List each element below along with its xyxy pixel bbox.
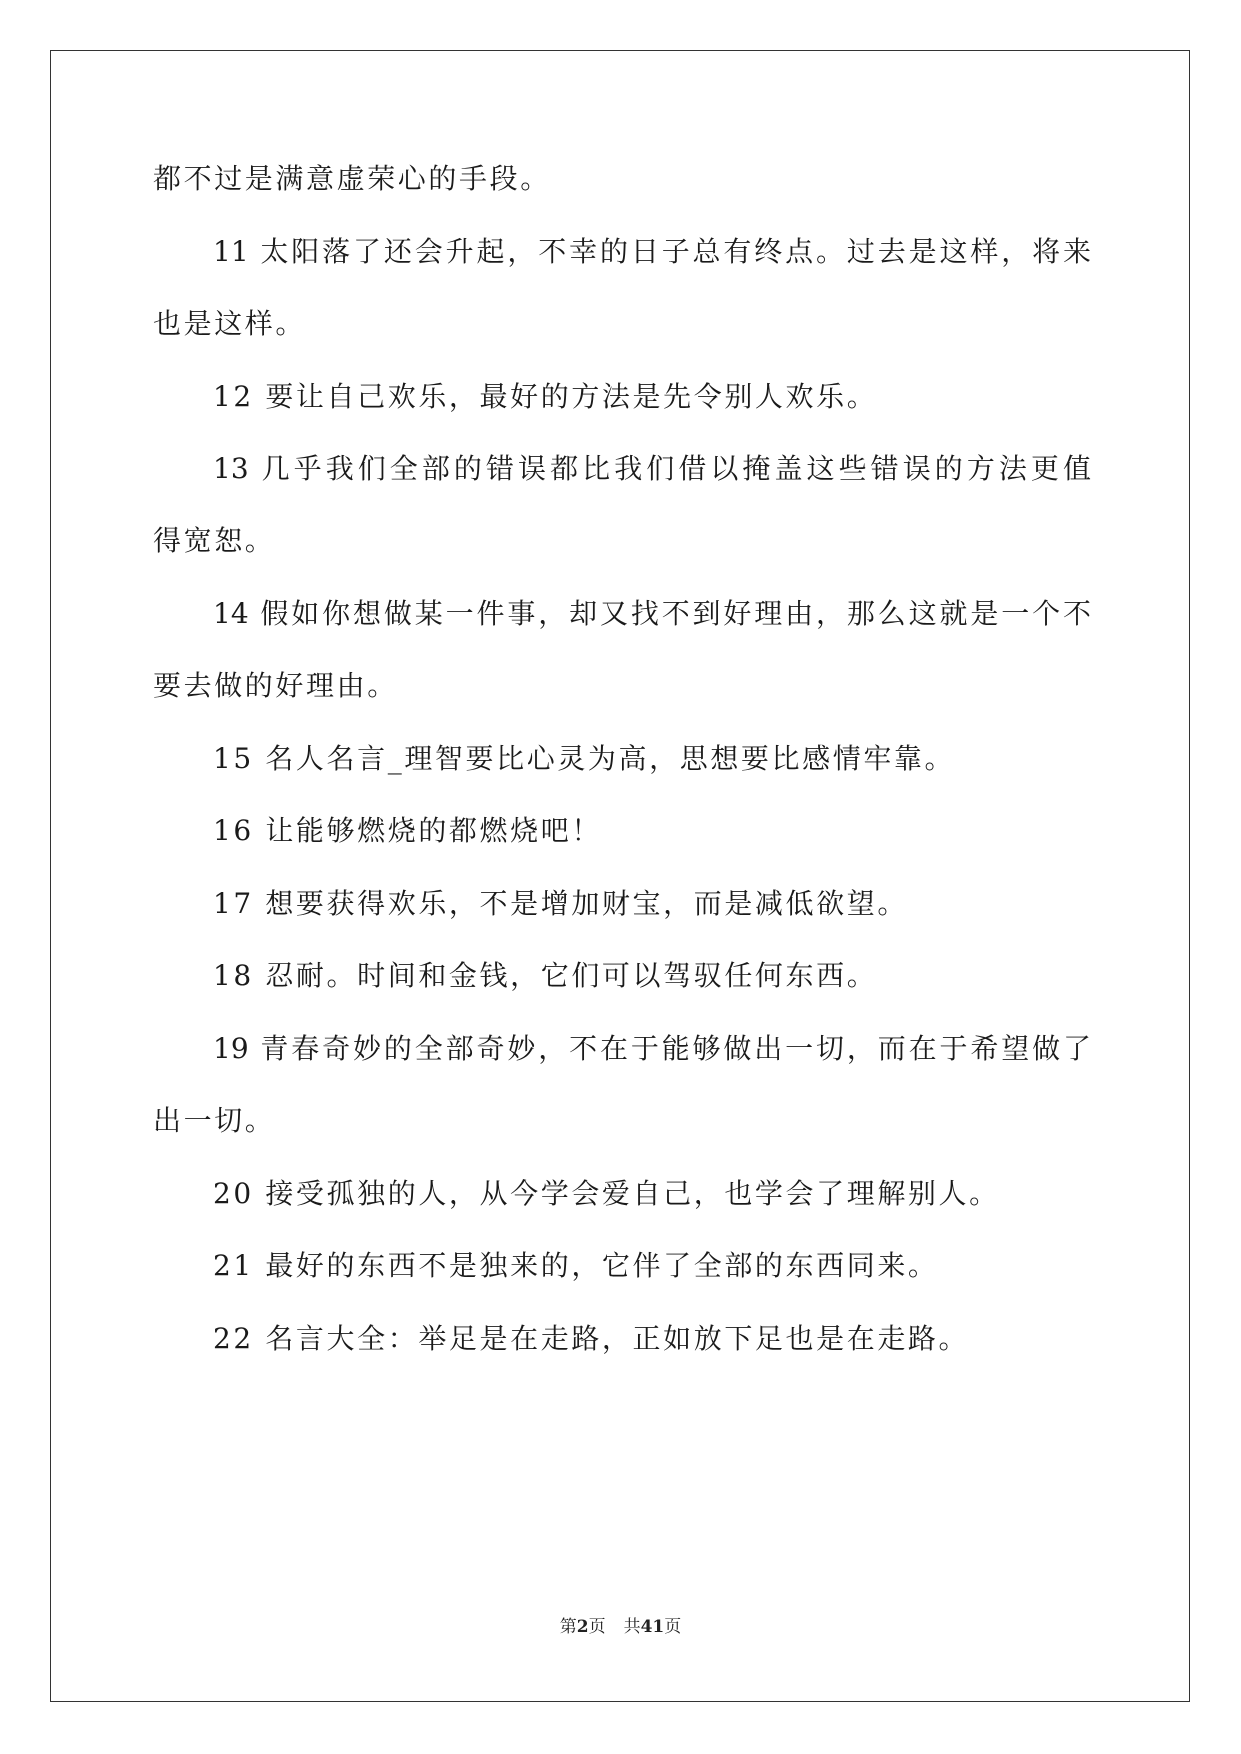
text-line: 出一切。 — [153, 1104, 276, 1137]
page-number: 2 — [576, 1617, 589, 1637]
footer-page-suffix: 页 — [588, 1617, 606, 1637]
text-line: 16 让能够燃烧的都燃烧吧！ — [213, 814, 602, 847]
text-line: 13 几乎我们全部的错误都比我们借以掩盖这些错误的方法更值 — [213, 452, 1091, 485]
text-line: 22 名言大全：举足是在走路，正如放下足也是在走路。 — [213, 1322, 970, 1355]
footer-total-suffix: 页 — [664, 1617, 682, 1637]
text-line: 21 最好的东西不是独来的，它伴了全部的东西同来。 — [213, 1249, 939, 1282]
text-line: 15 名人名言_理智要比心灵为高，思想要比感情牢靠。 — [213, 742, 956, 775]
total-pages: 41 — [640, 1617, 665, 1637]
text-line: 都不过是满意虚荣心的手段。 — [153, 162, 551, 195]
footer-total-prefix: 共 — [623, 1617, 641, 1637]
text-line: 12 要让自己欢乐，最好的方法是先令别人欢乐。 — [213, 380, 878, 413]
page-footer — [0, 1616, 1241, 1638]
text-line: 18 忍耐。时间和金钱，它们可以驾驭任何东西。 — [213, 959, 878, 992]
text-line: 也是这样。 — [153, 307, 307, 340]
text-line: 要去做的好理由。 — [153, 669, 398, 702]
page-border — [50, 50, 1190, 1702]
text-line: 14 假如你想做某一件事，却又找不到好理由，那么这就是一个不 — [213, 597, 1091, 630]
text-line: 19 青春奇妙的全部奇妙，不在于能够做出一切，而在于希望做了 — [213, 1032, 1091, 1065]
text-line: 11 太阳落了还会升起，不幸的日子总有终点。过去是这样，将来 — [213, 235, 1091, 268]
text-line: 17 想要获得欢乐，不是增加财宝，而是减低欲望。 — [213, 887, 908, 920]
footer-prefix: 第 — [559, 1617, 577, 1637]
text-line: 得宽恕。 — [153, 524, 276, 557]
text-line: 20 接受孤独的人，从今学会爱自己，也学会了理解别人。 — [213, 1177, 1000, 1210]
